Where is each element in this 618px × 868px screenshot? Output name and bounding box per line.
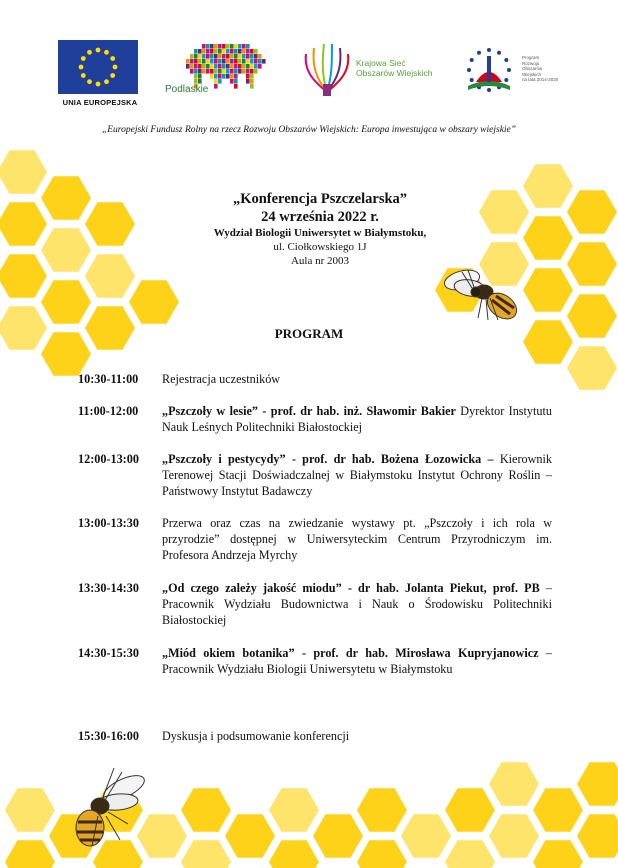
podlaskie-pixel bbox=[238, 59, 242, 64]
podlaskie-pixel bbox=[186, 64, 190, 69]
podlaskie-pixel bbox=[226, 59, 230, 64]
eu-star bbox=[104, 79, 109, 84]
podlaskie-pixel bbox=[234, 64, 238, 69]
program-row bbox=[78, 403, 552, 435]
podlaskie-pixel bbox=[254, 59, 258, 64]
podlaskie-pixel bbox=[214, 59, 218, 64]
podlaskie-pixel bbox=[222, 49, 226, 54]
podlaskie-pixel bbox=[230, 59, 234, 64]
podlaskie-pixel bbox=[222, 69, 226, 74]
conference-faculty: Wydział Biologii Uniwersytet w Białymstoku, bbox=[213, 227, 427, 239]
program-time: 13:30-14:30 bbox=[78, 581, 139, 595]
podlaskie-pixel bbox=[246, 64, 250, 69]
bee-illustration-bottom bbox=[62, 762, 150, 854]
honeycomb-cell bbox=[0, 202, 47, 245]
podlaskie-pixel bbox=[234, 59, 238, 64]
podlaskie-pixel bbox=[254, 64, 258, 69]
podlaskie-pixel bbox=[206, 69, 210, 74]
program-description bbox=[162, 645, 552, 677]
conference-title: „Konferencja Pszczelarska” bbox=[232, 191, 408, 207]
prow-logo bbox=[458, 42, 520, 98]
podlaskie-pixel bbox=[198, 69, 202, 74]
eu-star bbox=[113, 65, 118, 70]
podlaskie-pixel bbox=[246, 79, 250, 84]
podlaskie-pixel bbox=[202, 44, 206, 49]
program-time: 14:30-15:30 bbox=[78, 646, 139, 660]
honeycomb-cell bbox=[489, 814, 539, 857]
honeycomb-cell bbox=[445, 788, 495, 831]
honeycomb-cell bbox=[357, 788, 407, 831]
eu-star bbox=[81, 73, 86, 78]
honeycomb-cell bbox=[225, 814, 275, 857]
podlaskie-pixel bbox=[238, 69, 242, 74]
podlaskie-pixel bbox=[250, 69, 254, 74]
honeycomb-cell bbox=[577, 814, 618, 857]
program-talk-title: „Pszczoły w lesie” - prof. dr hab. inż. Sławomir Bakier bbox=[162, 404, 456, 418]
honeycomb-cell bbox=[41, 280, 91, 323]
podlaskie-pixel bbox=[250, 49, 254, 54]
podlaskie-pixel bbox=[190, 69, 194, 74]
honeycomb-cell bbox=[5, 788, 55, 831]
podlaskie-pixel bbox=[202, 64, 206, 69]
podlaskie-pixel bbox=[258, 64, 262, 69]
podlaskie-pixel bbox=[246, 44, 250, 49]
podlaskie-pixel bbox=[214, 49, 218, 54]
podlaskie-pixel bbox=[194, 74, 198, 79]
podlaskie-pixel bbox=[218, 79, 222, 84]
eu-star bbox=[96, 82, 101, 87]
podlaskie-pixel bbox=[214, 79, 218, 84]
podlaskie-pixel bbox=[210, 69, 214, 74]
program-description bbox=[162, 451, 552, 499]
honeycomb-cell bbox=[41, 176, 91, 219]
honeycomb-cell bbox=[313, 814, 363, 857]
prow-line: Wiejskich bbox=[522, 71, 542, 77]
program-row bbox=[78, 728, 552, 744]
podlaskie-pixel bbox=[230, 69, 234, 74]
podlaskie-pixel bbox=[214, 74, 218, 79]
ksow-tree-logo bbox=[302, 40, 352, 98]
prow-star bbox=[470, 58, 474, 62]
podlaskie-pixel bbox=[218, 44, 222, 49]
program-talk-title: „Miód okiem botanika” - prof. dr hab. Mirosława Kupryjanowicz bbox=[162, 646, 539, 660]
podlaskie-pixel bbox=[246, 59, 250, 64]
program-text: – Pracownik Wydziału Biologii Uniwersytetu w Białymstoku bbox=[162, 646, 553, 676]
honeycomb-cell bbox=[85, 254, 135, 297]
podlaskie-pixel bbox=[206, 59, 210, 64]
podlaskie-pixel bbox=[246, 49, 250, 54]
prow-star bbox=[507, 68, 511, 72]
program-time: 15:30-16:00 bbox=[78, 729, 139, 743]
podlaskie-pixel bbox=[210, 54, 214, 59]
podlaskie-pixel bbox=[230, 49, 234, 54]
eu-caption: UNIA EUROPEJSKA bbox=[62, 98, 138, 107]
podlaskie-pixel bbox=[206, 64, 210, 69]
prow-star bbox=[487, 48, 491, 52]
podlaskie-pixel bbox=[250, 64, 254, 69]
prow-star bbox=[467, 68, 471, 72]
program-text: Rejestracja uczestników bbox=[162, 372, 281, 386]
program-text: Dyskusja i podsumowanie konferencji bbox=[162, 729, 350, 743]
podlaskie-pixel bbox=[190, 59, 194, 64]
program-text: Kierownik Terenowej Stacji Doświadczalnej w Białymstoku Instytut Ochrony Roślin – Państwowy Instytut Badawczy bbox=[162, 452, 552, 498]
podlaskie-pixel bbox=[210, 74, 214, 79]
podlaskie-pixel bbox=[230, 54, 234, 59]
podlaskie-pixel bbox=[242, 44, 246, 49]
podlaskie-pixel bbox=[238, 44, 242, 49]
eu-stars-icon bbox=[58, 40, 138, 94]
podlaskie-pixel bbox=[234, 44, 238, 49]
podlaskie-pixel bbox=[258, 54, 262, 59]
honeycomb-cell bbox=[85, 202, 135, 245]
conference-header bbox=[170, 190, 470, 268]
honeycomb-cell bbox=[567, 190, 617, 233]
program-time: 13:00-13:30 bbox=[78, 516, 139, 530]
conference-room: Aula nr 2003 bbox=[290, 255, 350, 267]
podlaskie-pixel bbox=[210, 59, 214, 64]
podlaskie-pixel bbox=[230, 79, 234, 84]
podlaskie-pixel bbox=[226, 44, 230, 49]
podlaskie-pixel bbox=[262, 59, 266, 64]
program-description bbox=[162, 403, 552, 435]
podlaskie-pixel bbox=[246, 69, 250, 74]
podlaskie-pixel bbox=[238, 64, 242, 69]
program-row bbox=[78, 451, 552, 499]
honeycomb-cell bbox=[401, 814, 451, 857]
podlaskie-pixel bbox=[218, 74, 222, 79]
honeycomb-cell bbox=[533, 840, 583, 868]
fund-slogan: „Europejski Fundusz Rolny na rzecz Rozwoju Obszarów Wiejskich: Europa inwestująca w obszary wiejskie” bbox=[101, 125, 517, 135]
prow-line: Program bbox=[522, 55, 540, 60]
podlaskie-pixel bbox=[202, 49, 206, 54]
prow-line: Rozwoju bbox=[522, 60, 540, 66]
podlaskie-pixel bbox=[186, 59, 190, 64]
podlaskie-pixel bbox=[190, 64, 194, 69]
podlaskie-pixel bbox=[222, 54, 226, 59]
program-talk-title: „Pszczoły i pestycydy” - prof. dr hab. Bożena Łozowicka – bbox=[162, 452, 494, 466]
podlaskie-pixel bbox=[202, 69, 206, 74]
podlaskie-pixel bbox=[250, 54, 254, 59]
podlaskie-label: Podlaskie bbox=[165, 84, 209, 95]
eu-flag-logo bbox=[58, 40, 138, 94]
podlaskie-pixel bbox=[238, 49, 242, 54]
podlaskie-pixel bbox=[194, 59, 198, 64]
podlaskie-pixel bbox=[234, 54, 238, 59]
podlaskie-pixel bbox=[210, 64, 214, 69]
honeycomb-cell bbox=[445, 840, 495, 868]
eu-star bbox=[87, 79, 92, 84]
podlaskie-pixel bbox=[198, 59, 202, 64]
eu-star bbox=[104, 50, 109, 55]
program-description bbox=[162, 371, 552, 387]
ksow-line: Krajowa Sieć bbox=[356, 58, 406, 68]
podlaskie-pixel bbox=[250, 74, 254, 79]
program-text: Dyrektor Instytutu Nauk Leśnych Politechniki Białostockiej bbox=[162, 404, 552, 434]
conference-street: ul. Ciołkowskiego 1J bbox=[273, 241, 367, 253]
podlaskie-pixel bbox=[198, 64, 202, 69]
podlaskie-pixel bbox=[250, 79, 254, 84]
podlaskie-pixel bbox=[226, 69, 230, 74]
podlaskie-pixel bbox=[214, 54, 218, 59]
program-row bbox=[78, 371, 552, 387]
program-time: 10:30-11:00 bbox=[78, 372, 139, 386]
honeycomb-cell bbox=[479, 190, 529, 233]
podlaskie-pixel bbox=[202, 59, 206, 64]
honeycomb-cell bbox=[129, 280, 179, 323]
podlaskie-pixel bbox=[222, 44, 226, 49]
podlaskie-pixel bbox=[218, 69, 222, 74]
program-text: Przerwa oraz czas na zwiedzanie wystawy pt. „Pszczoły i ich rola w przyrodzie” dostępnej w Uniwersyteckim Centrum Przyrodniczym im. Profesora Andrzeja Myrchy bbox=[162, 516, 552, 562]
program-heading: PROGRAM bbox=[274, 326, 344, 341]
program-time: 11:00-12:00 bbox=[78, 404, 139, 418]
program-description bbox=[162, 515, 552, 563]
podlaskie-pixel bbox=[234, 69, 238, 74]
eu-star bbox=[110, 56, 115, 61]
honeycomb-cell bbox=[567, 242, 617, 285]
podlaskie-pixel bbox=[194, 69, 198, 74]
podlaskie-pixel bbox=[194, 54, 198, 59]
eu-star bbox=[81, 56, 86, 61]
podlaskie-pixel bbox=[246, 54, 250, 59]
podlaskie-pixel bbox=[194, 49, 198, 54]
podlaskie-pixel bbox=[234, 79, 238, 84]
podlaskie-pixel bbox=[194, 64, 198, 69]
podlaskie-pixel bbox=[258, 59, 262, 64]
honeycomb-cell bbox=[0, 150, 47, 193]
podlaskie-pixel bbox=[226, 64, 230, 69]
podlaskie-pixel bbox=[198, 79, 202, 84]
eu-star bbox=[87, 50, 92, 55]
program-description bbox=[162, 728, 552, 744]
honeycomb-cell bbox=[181, 840, 231, 868]
honeycomb-cell bbox=[523, 268, 573, 311]
podlaskie-pixel bbox=[242, 69, 246, 74]
podlaskie-pixel bbox=[238, 54, 242, 59]
program-row bbox=[78, 580, 552, 628]
podlaskie-pixel bbox=[226, 54, 230, 59]
honeycomb-cell bbox=[181, 788, 231, 831]
podlaskie-pixel bbox=[242, 64, 246, 69]
prow-line: Obszarów bbox=[522, 66, 543, 71]
podlaskie-pixel bbox=[194, 79, 198, 84]
podlaskie-pixel bbox=[226, 74, 230, 79]
podlaskie-pixel bbox=[226, 49, 230, 54]
podlaskie-pixel bbox=[254, 54, 258, 59]
podlaskie-pixel bbox=[206, 54, 210, 59]
program-text: – Pracownik Wydziału Budownictwa i Nauk o Środowisku Politechniki Białostockiej bbox=[162, 581, 553, 627]
podlaskie-pixel bbox=[242, 59, 246, 64]
program-row bbox=[78, 515, 552, 563]
prow-line: na lata 2014-2020 bbox=[522, 77, 559, 82]
podlaskie-pixel bbox=[214, 64, 218, 69]
podlaskie-pixel bbox=[234, 84, 238, 89]
prow-star bbox=[504, 78, 508, 82]
prow-star bbox=[487, 88, 491, 92]
honeycomb-cell bbox=[577, 762, 618, 805]
conference-date: 24 września 2022 r. bbox=[261, 209, 379, 225]
podlaskie-pixel bbox=[230, 64, 234, 69]
podlaskie-pixel bbox=[222, 64, 226, 69]
eu-star bbox=[96, 48, 101, 53]
honeycomb-cell bbox=[489, 762, 539, 805]
podlaskie-pixel bbox=[254, 69, 258, 74]
podlaskie-pixel bbox=[250, 84, 254, 89]
podlaskie-pixel bbox=[206, 49, 210, 54]
podlaskie-pixel bbox=[218, 49, 222, 54]
podlaskie-pixel bbox=[242, 49, 246, 54]
podlaskie-pixel bbox=[190, 54, 194, 59]
prow-star bbox=[497, 51, 501, 55]
podlaskie-pixel bbox=[218, 64, 222, 69]
podlaskie-pixel bbox=[234, 74, 238, 79]
podlaskie-pixel bbox=[222, 59, 226, 64]
podlaskie-pixel bbox=[210, 49, 214, 54]
prow-label bbox=[522, 55, 562, 83]
program-row bbox=[78, 645, 552, 677]
honeycomb-cell bbox=[0, 254, 47, 297]
eu-star bbox=[79, 65, 84, 70]
prow-star bbox=[477, 51, 481, 55]
honeycomb-cell bbox=[41, 228, 91, 271]
podlaskie-pixel bbox=[218, 59, 222, 64]
podlaskie-pixel bbox=[254, 49, 258, 54]
podlaskie-pixel bbox=[230, 44, 234, 49]
podlaskie-pixel bbox=[206, 44, 210, 49]
program-time: 12:00-13:00 bbox=[78, 452, 139, 466]
prow-star bbox=[470, 78, 474, 82]
ksow-label bbox=[356, 58, 433, 78]
podlaskie-pixel bbox=[198, 49, 202, 54]
honeycomb-cell bbox=[5, 840, 55, 868]
podlaskie-pixel bbox=[214, 84, 218, 89]
honeycomb-cell bbox=[523, 216, 573, 259]
podlaskie-pixel bbox=[210, 44, 214, 49]
podlaskie-pixel bbox=[218, 54, 222, 59]
podlaskie-pixel bbox=[198, 54, 202, 59]
podlaskie-pixel bbox=[214, 69, 218, 74]
program-description bbox=[162, 580, 552, 628]
honeycomb-cell bbox=[269, 840, 319, 868]
ksow-line: Obszarów Wiejskich bbox=[356, 68, 433, 78]
honeycomb-cell bbox=[523, 164, 573, 207]
eu-star bbox=[110, 73, 115, 78]
podlaskie-pixel bbox=[222, 74, 226, 79]
podlaskie-pixel bbox=[214, 44, 218, 49]
honeycomb-cell bbox=[269, 788, 319, 831]
prow-star bbox=[504, 58, 508, 62]
podlaskie-pixel bbox=[198, 74, 202, 79]
podlaskie-pixel bbox=[246, 74, 250, 79]
podlaskie-pixel bbox=[202, 54, 206, 59]
podlaskie-pixel bbox=[242, 54, 246, 59]
honeycomb-cell bbox=[533, 788, 583, 831]
podlaskie-pixel bbox=[250, 59, 254, 64]
program-talk-title: „Od czego zależy jakość miodu” - dr hab. Jolanta Piekut, prof. PB bbox=[162, 581, 540, 595]
honeycomb-cell bbox=[567, 346, 617, 389]
podlaskie-pixel bbox=[230, 74, 234, 79]
podlaskie-pixel bbox=[234, 49, 238, 54]
honeycomb-cell bbox=[357, 840, 407, 868]
